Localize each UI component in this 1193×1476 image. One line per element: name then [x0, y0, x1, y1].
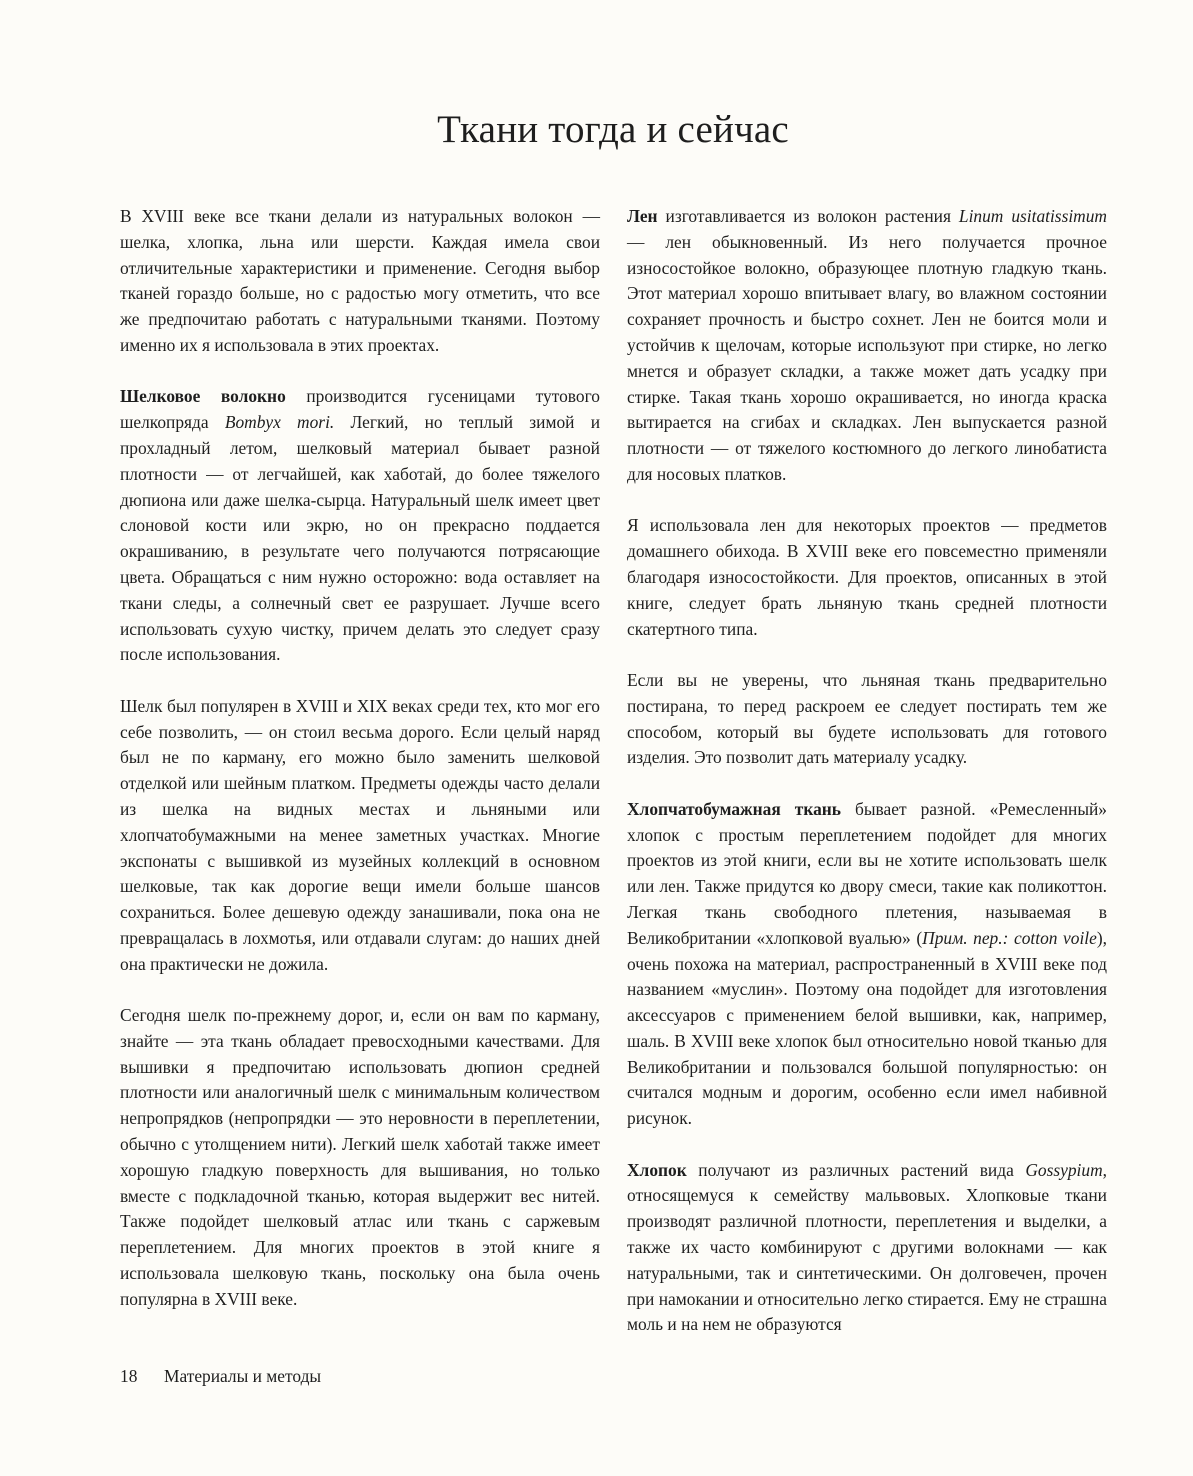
paragraph-cotton-fabric: Хлопчатобумажная ткань бывает разной. «Ремесленный» хлопок с простым переплетением подойдет для многих проектов из этой книги, если вы не хотите использовать шелк или лен. Также придутся ко двору смеси, такие как поликоттон. Легкая ткань свободного плетения, называемая в Великобритании «хлопковой вуалью» (Прим. пер.: cotton voile), очень похожа на материал, распространенный в XVIII веке под названием «муслин». Поэтому она подойдет для изготовления аксессуаров с применением белой вышивки, как, например, шаль. В XVIII веке хлопок был относительно новой тканью для Великобритании и пользовался большой популярностью: он считался модным и дорогим, особенно если имел набивной рисунок. [627, 798, 1108, 1129]
left-column [120, 204, 600, 1313]
term-cotton-fabric: Хлопчатобумажная ткань [627, 798, 841, 819]
paragraph-silk-history: Шелк был популярен в XVIII и XIX веках среди тех, кто мог его себе позволить, — он стоил весьма дорого. Если целый наряд был не по карману, его можно было заменить шелковой отделкой или шейным платком. Предметы одежды часто делали из шелка на видных местах и льняными или хлопчатобумажными на менее заметных участках. Многие экспонаты с вышивкой из музейных коллекций в основном шелковые, так как дорогие вещи имели больше шансов сохраниться. Более дешевую одежду занашивали, пока она не превращалась в лохмотья, или отдавали слугам: до наших дней она практически не дожила. [120, 695, 600, 974]
paragraph-silk-fiber: Шелковое волокно производится гусеницами тутового шелкопряда Bombyx mori. Легкий, но теплый зимой и прохладный летом, шелковый материал бывает разной плотности — от легчайшей, как хаботай, до более тяжелого дюпиона или даже шелка-сырца. Натуральный шелк имеет цвет слоновой кости или экрю, но он прекрасно поддается окрашиванию, в результате чего получаются потрясающие цвета. Обращаться с ним нужно осторожно: вода оставляет на ткани следы, а солнечный свет ее разрушает. Лучше всего использовать сухую чистку, причем делать это следует сразу после использования. [120, 386, 600, 665]
paragraph-linen: Лен изготавливается из волокон растения Linum usitatissimum — лен обыкновенный. Из него получается прочное износостойкое волокно, образующее плотную гладкую ткань. Этот материал хорошо впитывает влагу, во влажном состоянии сохраняет прочность и быстро сохнет. Лен не боится моли и устойчив к щелочам, которые используют при стирке, но легко мнется и образует складки, а также может дать усадку при стирке. Такая ткань хорошо окрашивается, но иногда краска вытирается на сгибах и складках. Лен выпускается разной плотности — от тяжелого костюмного до легкого линобатиста для носовых платков. [627, 206, 1107, 484]
page-title: Ткани тогда и сейчас [437, 108, 789, 151]
latin-name: Gossypium [1025, 1159, 1103, 1180]
page-number: 18 [120, 1366, 138, 1386]
translator-note: Прим. пер.: cotton voile [922, 927, 1097, 948]
latin-name: Bombyx mori. [224, 412, 335, 433]
paragraph-silk-today: Сегодня шелк по-прежнему дорог, и, если он вам по карману, знайте — эта ткань обладает превосходными качествами. Для вышивки я предпочитаю использовать дюпион средней плотности или аналогичный шелк с минимальным количеством непропрядков (непропрядки — это неровности в переплетении, обычно с утолщением нити). Легкий шелк хаботай также имеет хорошую гладкую поверхность для вышивания, но только вместе с подкладочной тканью, которая выдержит вес нитей. Также подойдет шелковый атлас или ткань с саржевым переплетением. Для многих проектов в этой книге я использовала шелковую ткань, поскольку она была очень популярна в XVIII веке. [120, 1005, 600, 1309]
paragraph-linen-usage: Я использовала лен для некоторых проектов — предметов домашнего обихода. В XVIII веке его повсеместно применяли благодаря износостойкости. Для проектов, описанных в этой книге, следует брать льняную ткань средней плотности скатертного типа. [627, 515, 1107, 639]
term-silk-fiber: Шелковое волокно [120, 386, 286, 407]
paragraph-cotton: Хлопок получают из различных растений вида Gossypium, относящемуся к семейству мальвовых. Хлопковые ткани производят различной плотности, переплетения и выделки, а также их часто комбинируют с другими волокнами — как натуральными, так и синтетическими. Он долговечен, прочен при намокании и относительно легко стирается. Ему не страшна моль и на нем не образуются [627, 1159, 1107, 1335]
paragraph-linen-prewash: Если вы не уверены, что льняная ткань предварительно постирана, то перед раскроем ее следует постирать тем же способом, который вы будете использовать для готового изделия. Это позволит дать материалу усадку. [627, 669, 1107, 768]
page-footer [120, 1364, 321, 1388]
latin-name: Linum usitatissimum [958, 206, 1107, 226]
paragraph-intro: В XVIII веке все ткани делали из натуральных волокон — шелка, хлопка, льна или шерсти. Каждая имела свои отличительные характеристики и применение. Сегодня выбор тканей гораздо больше, но с радостью могу отметить, что все же предпочитаю работать с натуральными тканями. Поэтому именно их я использовала в этих проектах. [120, 206, 600, 355]
section-title: Материалы и методы [164, 1366, 322, 1386]
term-cotton: Хлопок [627, 1159, 687, 1180]
term-linen: Лен [627, 206, 658, 226]
right-column [627, 204, 1107, 1338]
